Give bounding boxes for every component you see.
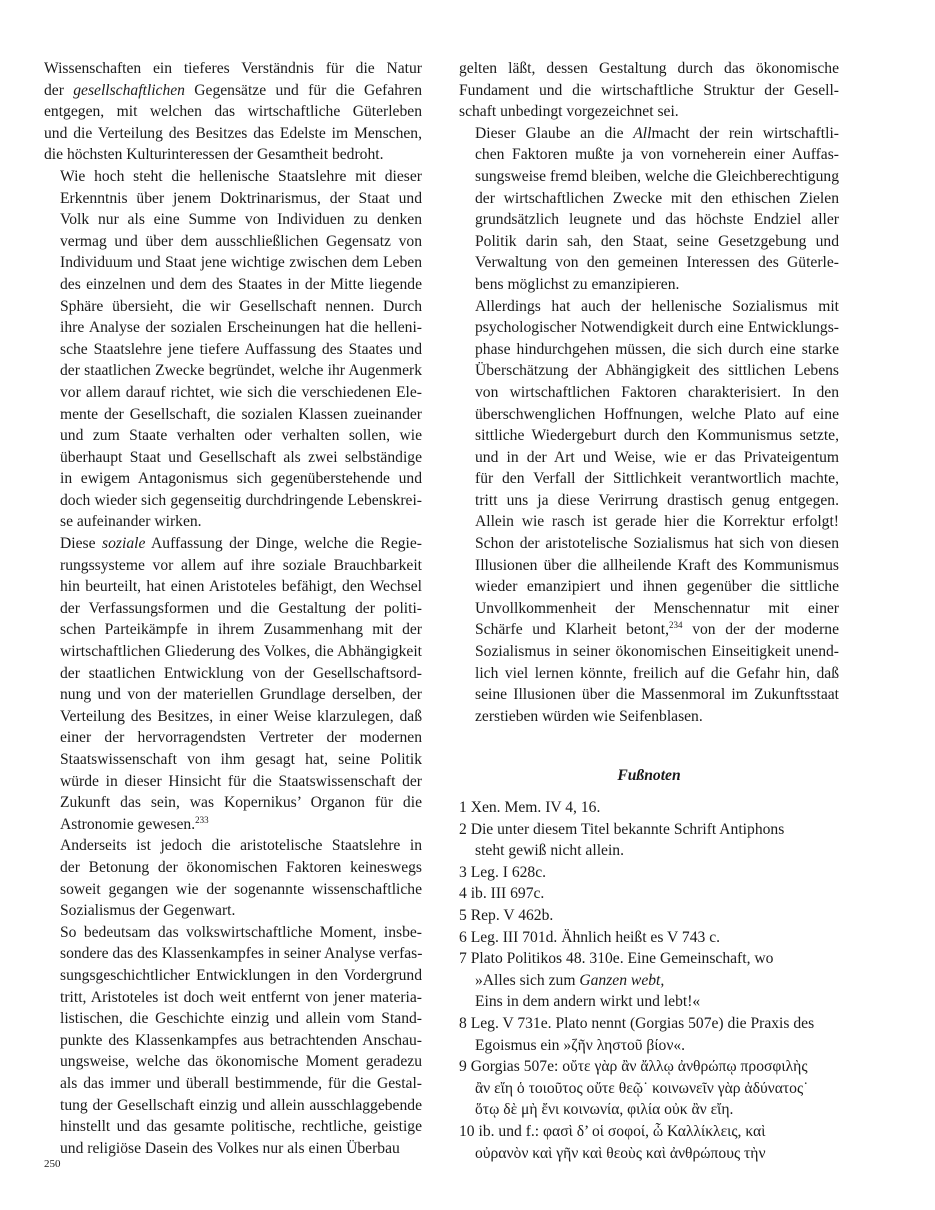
right-text-column [459,58,839,1164]
text-line: Individuum und Staat jene wichtige zwischen dem Leben [60,254,422,272]
text-line: und die Verteilung des Besitzes das Edelste im Menschen, [44,124,422,142]
text-line: entgegen, mit welchen das wirtschaftliche Güterleben [44,103,422,121]
text-line: Sozialismus in seiner ökonomischen Einseitigkeit unend- [475,643,839,661]
text-line: ihre Analyse der sozialen Erscheinungen hat die helleni- [60,319,422,337]
text-line: Politik darin sah, den Staat, seine Gesetzgebung und [475,232,839,250]
text-line: seine Illusionen über die Massenmoral im Zukunftsstaat [475,686,839,704]
text-line: Wie hoch steht die hellenische Staatslehre mit dieser [60,167,422,185]
text-line: zerstieben würden wie Seifenblasen. [475,707,703,725]
text-line: chen Faktoren mußte ja von vorneherein einer Auffas- [475,146,839,164]
text-line: und religiöse Dasein des Volkes nur als einen Überbau [60,1139,400,1157]
footnote-reference[interactable]: 233 [195,814,209,825]
text-line: sondere das des Klassenkampfes in seiner Analyse verfas- [60,945,423,963]
text-line: Astronomie gewesen.$^{233}$ [60,814,209,833]
footnote-item [459,862,839,884]
paragraph [44,58,422,166]
text-line: in ewigem Antagonismus sich gegenüberstehende und [60,470,422,488]
footnote-line: Xen. Mem. IV 4, 16. [470,799,601,816]
text-line: phase hindurchgehen müssen, die sich durch eine starke [475,340,839,358]
footnote-line: ib. und f.: φασὶ δ’ οἱ σοφοί, ὦ Καλλίκλεις, καὶ [478,1122,766,1140]
text-line: mente der Gesellschaft, die sozialen Klassen zueinander [60,405,422,423]
text-line: hinstellt und das gesamte politische, rechtliche, geistige [60,1118,422,1136]
text-line: lich viel lernen könnte, freilich auf die Gefahr hin, daß [475,664,839,682]
paragraph [44,533,422,835]
footnotes-heading: Fußnoten [617,767,681,785]
text-line: Überschätzung der Abhängigkeit des sittlichen Lebens [475,362,839,380]
footnote-number: 3 [459,863,471,881]
text-line: psychologischer Notwendigkeit durch eine Entwicklungs- [475,319,839,337]
text-line: wieder emanzipiert und ihnen gegenüber die sittliche [475,578,839,596]
text-line: als das immer und überall bestimmende, für die Gestal- [60,1074,422,1092]
footnote-list [459,797,839,1164]
text-line: einer der hervorragendsten Vertreter der modernen [60,729,422,747]
footnote-item [459,883,839,905]
footnote-reference[interactable]: 234 [669,620,683,631]
paragraph [44,166,422,533]
paragraph [459,123,839,296]
text-line: Unvollkommenheit der Menschennatur mit einer [475,599,839,617]
text-line: der staatlichen Zwecke begründet, welche ihr Augenmerk [60,362,422,380]
right-body-text [459,58,839,727]
text-line: überschwenglichen Hoffnungen, welche Plato auf eine [475,405,839,423]
text-line: So bedeutsam das volkswirtschaftliche Moment, insbe- [60,923,422,941]
text-line: Zukunft das sein, was Kopernikus’ Organon für die [60,794,422,812]
footnote-item [459,1056,839,1121]
text-line: für den Verfall der Sittlichkeit verantwortlich machte, [475,470,839,488]
text-line: Fundament und die wirtschaftliche Struktur der Gesell- [459,81,839,99]
paragraph [44,922,422,1160]
text-line: des einzelnen und dem des Staates in der Mitte liegende [60,275,422,293]
text-line: Schärfe und Klarheit betont,$^{234}$ von der der moderne [475,620,839,639]
italic-text: gesellschaftlichen [73,81,185,99]
footnote-number: 1 [459,799,471,816]
text-line: listischen, die Geschichte einzig und allein vom Stand- [60,1010,422,1028]
text-line: die höchsten Kulturinteressen der Gesamtheit bedroht. [44,146,384,164]
left-text-column [44,58,422,1159]
text-line: tung der Gesellschaft einzig und allein ausschlaggebende [60,1096,422,1114]
text-line: grundsätzlich leugnete und das höchste Endziel aller [475,211,839,229]
footnote-line: steht gewiß nicht allein. [475,842,624,860]
footnote-item [459,905,839,927]
text-line: Anderseits ist jedoch die aristotelische Staatslehre in [60,837,422,855]
text-line: schaft unbedingt vorgezeichnet sei. [459,103,679,121]
footnote-number: 8 [459,1014,471,1032]
text-line: hin beurteilt, hat einen Aristoteles befähigt, den Wechsel [60,578,422,596]
text-line: wirtschaftlichen Gliederung des Volkes, die Abhängigkeit [60,643,422,661]
text-line: der Betonung der ökonomischen Faktoren keineswegs [60,858,422,876]
text-line: der staatlichen Entwicklung von der Gesellschaftsord- [60,664,422,682]
text-line: Erkenntnis über jenem Doktrinarismus, der Staat und [60,189,422,207]
text-line: der gesellschaftlichen Gegensätze und für die Gefahren [44,81,423,99]
text-line: und zum Staate verhalten oder verhalten sollen, wie [60,427,422,445]
text-line: Allein wie rasch ist gerade hier die Korrektur erfolgt! [475,513,839,531]
text-line: von wirtschaftlichen Faktoren charakterisiert. In den [475,383,839,401]
text-line: Diese soziale Auffassung der Dinge, welche die Regie- [60,535,422,553]
text-line: überhaupt Staat und Gesellschaft als zwei selbständige [60,448,422,466]
text-line: würde in dieser Hinsicht für die Staatswissenschaft der [60,772,422,790]
page-number: 250 [44,1158,61,1170]
footnote-number: 6 [459,928,471,946]
footnote-number: 10 [459,1122,479,1140]
footnote-item [459,927,839,949]
text-line: sittliche Wiedergeburt durch den Kommunismus setzte, [475,427,839,445]
text-line: Dieser Glaube an die Allmacht der rein wirtschaftli- [475,124,839,142]
italic-text: soziale [102,535,146,553]
text-line: Allerdings hat auch der hellenische Sozialismus mit [475,297,839,315]
footnote-line: Leg. I 628c. [470,863,547,881]
footnote-item [459,819,839,862]
text-line: Staatswissenschaft von ihm gesagt hat, seine Politik [60,751,422,768]
footnote-item [459,948,839,1013]
text-line: Volk nur als eine Summe von Individuen zu denken [60,211,422,229]
footnote-line: οὐρανὸν καὶ γῆν καὶ θεοὺς καὶ ἀνθρώπους τὴν [475,1144,766,1162]
text-line: Illusionen über die allheilende Kraft des Kommunismus [475,556,839,574]
text-line: Wissenschaften ein tieferes Verständnis für die Natur [44,60,422,77]
text-line: tritt, Aristoteles ist doch weit entfernt von jener materia- [60,988,422,1006]
text-line: Sphäre übersieht, die wir Gesellschaft nennen. Durch [60,297,422,315]
text-line: soweit gegangen wie der sogenannte wissenschaftliche [60,880,422,898]
footnote-line: ib. III 697c. [470,885,545,903]
footnote-line: Leg. V 731e. Plato nennt (Gorgias 507e) die Praxis des [470,1014,815,1032]
footnote-item [459,1013,839,1056]
paragraph [459,58,839,123]
text-line: Verwaltung von den gemeinen Interessen des Güterle- [475,254,839,272]
footnote-number: 2 [459,820,471,838]
text-line: sungsgeschichtlicher Entwicklungen in den Vordergrund [60,966,422,984]
footnote-line: Egoismus ein »ζῆν ληστοῦ βίον«. [475,1036,686,1054]
text-line: ungsweise, welche das ökonomische Moment geradezu [60,1053,422,1071]
footnote-line: Gorgias 507e: οὔτε γὰρ ἂν ἄλλῳ ἀνθρώπῳ προσφιλὴς [470,1058,808,1076]
text-line: vor allem darauf richtet, wie sich die verschiedenen Ele- [60,383,422,401]
text-line: Verteilung des Besitzes, in einer Weise klarzulegen, daß [60,707,422,725]
italic-text: All [633,124,652,142]
footnote-line: ἂν εἴη ὁ τοιοῦτος οὔτε θεῷ˙ κοινωνεῖν γὰρ ἀδύνατος˙ [475,1079,809,1097]
footnote-number: 9 [459,1058,471,1076]
footnote-line: Die unter diesem Titel bekannte Schrift Antiphons [470,820,785,838]
text-line: der wirtschaftlichen Zwecke mit den ethischen Zielen [475,189,839,207]
text-line: gelten läßt, dessen Gestaltung durch das ökonomische [459,60,839,77]
text-line: doch wieder sich gegenseitig durchdringende Lebenskrei- [60,491,422,509]
footnote-item [459,1121,839,1164]
text-line: der Verfassungsformen und die Gestaltung der politi- [60,599,422,617]
footnote-line: ὅτῳ δὲ μὴ ἔνι κοινωνία, φιλία οὐκ ἂν εἴη. [475,1101,734,1119]
footnote-number: 4 [459,885,471,903]
footnote-item [459,797,839,819]
footnote-line: Eins in dem andern wirkt und lebt!« [475,993,701,1011]
text-line: rungssysteme vor allem auf ihre soziale Brauchbarkeit [60,556,422,574]
text-line: vermag und über dem ausschließlichen Gegensatz von [60,232,422,250]
text-line: sungsweise fremd bleiben, welche die Gleichberechtigung [475,167,839,185]
text-line: nung und von der materiellen Grundlage derselben, der [60,686,422,704]
italic-text: Ganzen webt, [579,971,665,989]
text-line: Schon der aristotelische Sozialismus hat sich von diesen [475,535,839,553]
text-line: bens möglichst zu emanzipieren. [475,275,680,293]
text-line: se aufeinander wirken. [60,513,202,531]
paragraph [459,296,839,728]
text-line: punkte des Klassenkampfes aus betrachtenden Anschau- [60,1031,422,1049]
footnote-line: Rep. V 462b. [470,906,554,924]
footnote-line: Leg. III 701d. Ähnlich heißt es V 743 c. [470,928,721,946]
text-line: Sozialismus der Gegenwart. [60,902,236,920]
footnote-number: 7 [459,950,471,968]
footnote-line: »Alles sich zum Ganzen webt, [475,971,665,989]
text-line: sche Staatslehre jene tiefere Auffassung des Staates und [60,340,422,358]
text-line: und in der Art und Weise, wie er das Privateigentum [475,448,839,466]
paragraph [44,835,422,921]
footnote-line: Plato Politikos 48. 310e. Eine Gemeinschaft, wo [470,950,774,968]
footnote-number: 5 [459,906,471,924]
text-line: schen Parteikämpfe in ihrem Zusammenhang mit der [60,621,422,639]
text-line: tritt uns ja diese Verirrung drastisch genug entgegen. [475,491,839,509]
